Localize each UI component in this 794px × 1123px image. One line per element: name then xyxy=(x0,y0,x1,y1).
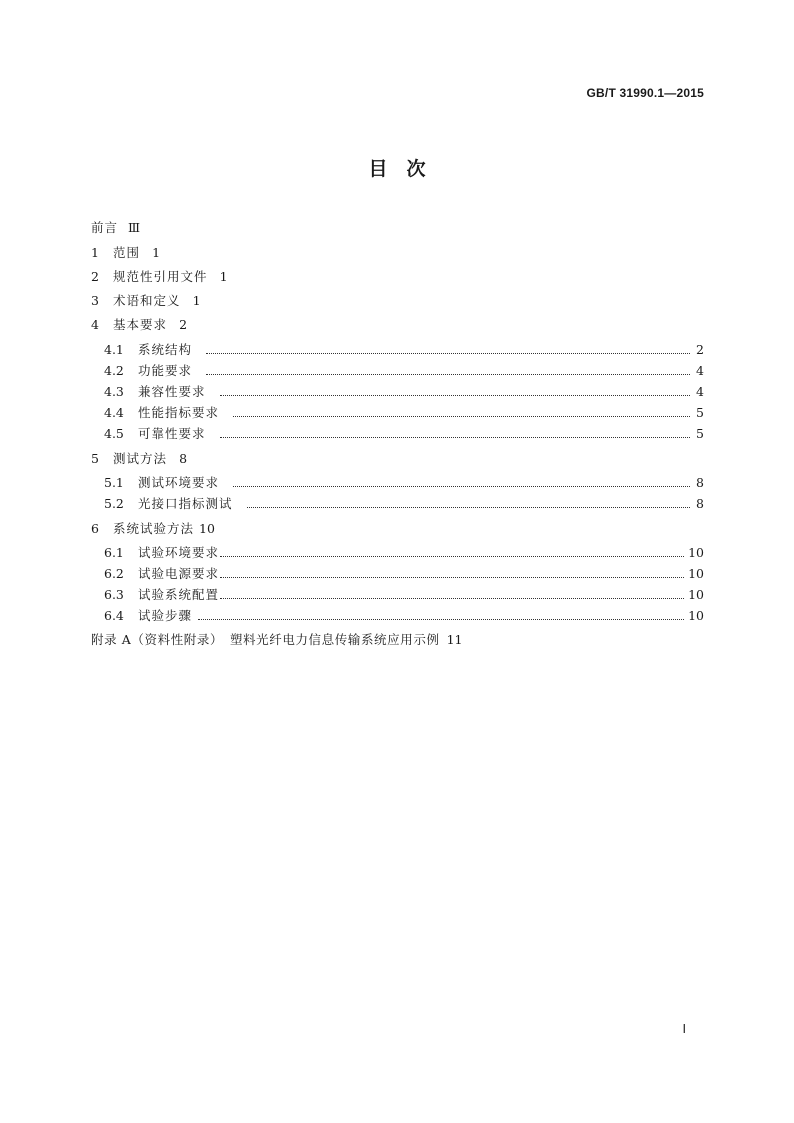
toc-subentry[interactable] xyxy=(104,382,704,402)
page-title: 目 次 xyxy=(368,158,426,180)
toc-subentry[interactable] xyxy=(104,424,704,444)
toc-entry[interactable] xyxy=(91,449,187,469)
toc-subentry[interactable] xyxy=(104,361,704,381)
toc-entry-title: 测试方法 xyxy=(113,451,168,466)
toc-entry-number: 5.2 xyxy=(104,496,124,511)
toc-entry-page: 1 xyxy=(152,245,161,260)
toc-entry-page: 10 xyxy=(199,521,215,536)
toc-entry-page: 1 xyxy=(219,269,228,284)
toc-entry-page: 8 xyxy=(696,496,704,511)
toc-entry-title: 范围 xyxy=(113,245,141,260)
toc-entry-title: 前言 xyxy=(91,220,119,235)
toc-entry-page: Ⅲ xyxy=(128,220,141,235)
toc-subentry[interactable] xyxy=(104,564,704,584)
toc-entry-page: 11 xyxy=(446,632,463,647)
toc-entry-title: 测试环境要求 xyxy=(138,475,220,490)
toc-subentry[interactable] xyxy=(104,340,704,360)
toc-entry-number: 3 xyxy=(91,293,99,308)
toc-entry-title: 系统试验方法 xyxy=(113,521,195,536)
toc-subentry[interactable] xyxy=(104,473,704,493)
toc-entry-title: 术语和定义 xyxy=(113,293,181,308)
toc-entry-page: 10 xyxy=(688,545,704,560)
toc-entry-number: 4 xyxy=(91,317,99,332)
toc-entry-page: 10 xyxy=(688,566,704,581)
dot-leader xyxy=(206,349,690,354)
standard-code: GB/T 31990.1—2015 xyxy=(586,86,704,100)
toc-entry-title: 规范性引用文件 xyxy=(113,269,208,284)
toc-entry-number: 2 xyxy=(91,269,99,284)
toc-entry-title: 可靠性要求 xyxy=(138,426,206,441)
toc-entry[interactable] xyxy=(91,267,228,287)
dot-leader xyxy=(220,594,684,599)
toc-entry-page: 1 xyxy=(192,293,201,308)
dot-leader xyxy=(220,573,684,578)
dot-leader xyxy=(220,552,684,557)
toc-entry-title: 试验环境要求 xyxy=(138,545,220,560)
toc-entry[interactable] xyxy=(91,291,201,311)
toc-entry-page: 4 xyxy=(696,384,704,399)
toc-entry-annex[interactable] xyxy=(91,630,462,650)
toc-entry-title: 附录 A（资料性附录） 塑料光纤电力信息传输系统应用示例 xyxy=(91,632,440,647)
toc-entry-title: 光接口指标测试 xyxy=(138,496,233,511)
toc-entry-number: 6.2 xyxy=(104,566,124,581)
toc-subentry[interactable] xyxy=(104,543,704,563)
toc-entry-page: 8 xyxy=(179,451,188,466)
toc-entry-number: 6.4 xyxy=(104,608,124,623)
toc-entry[interactable] xyxy=(91,218,140,238)
dot-leader xyxy=(198,615,684,620)
toc-entry-title: 性能指标要求 xyxy=(138,405,220,420)
toc-entry-number: 6 xyxy=(91,521,99,536)
toc-entry-page: 8 xyxy=(696,475,704,490)
toc-entry-number: 5 xyxy=(91,451,99,466)
toc-entry-title: 基本要求 xyxy=(113,317,168,332)
toc-entry-number: 1 xyxy=(91,245,99,260)
toc-entry-number: 4.2 xyxy=(104,363,124,378)
toc-entry-number: 4.5 xyxy=(104,426,124,441)
toc-entry-number: 4.3 xyxy=(104,384,124,399)
toc-entry[interactable] xyxy=(91,243,160,263)
toc-entry[interactable] xyxy=(91,315,187,335)
toc-entry-title: 系统结构 xyxy=(138,342,193,357)
dot-leader xyxy=(233,482,690,487)
dot-leader xyxy=(220,433,690,438)
toc-entry-number: 4.4 xyxy=(104,405,124,420)
toc-subentry[interactable] xyxy=(104,585,704,605)
toc-entry-title: 兼容性要求 xyxy=(138,384,206,399)
dot-leader xyxy=(220,391,690,396)
toc-entry-title: 试验系统配置 xyxy=(138,587,220,602)
toc-subentry[interactable] xyxy=(104,606,704,626)
toc-entry-page: 10 xyxy=(688,608,704,623)
dot-leader xyxy=(233,412,690,417)
toc-entry-number: 6.3 xyxy=(104,587,124,602)
dot-leader xyxy=(247,503,690,508)
toc-entry-title: 试验步骤 xyxy=(138,608,193,623)
toc-entry-title: 功能要求 xyxy=(138,363,193,378)
toc-subentry[interactable] xyxy=(104,403,704,423)
page-number: Ⅰ xyxy=(682,1022,686,1036)
toc-entry-page: 10 xyxy=(688,587,704,602)
toc-entry-page: 2 xyxy=(179,317,188,332)
toc-entry-page: 5 xyxy=(696,405,704,420)
toc-entry-page: 5 xyxy=(696,426,704,441)
toc-entry-title: 试验电源要求 xyxy=(138,566,220,581)
toc-subentry[interactable] xyxy=(104,494,704,514)
toc-entry-page: 4 xyxy=(696,363,704,378)
toc-entry-page: 2 xyxy=(696,342,704,357)
toc-entry-number: 6.1 xyxy=(104,545,124,560)
toc-entry[interactable] xyxy=(91,519,215,539)
dot-leader xyxy=(206,370,690,375)
toc-entry-number: 4.1 xyxy=(104,342,124,357)
toc-entry-number: 5.1 xyxy=(104,475,124,490)
